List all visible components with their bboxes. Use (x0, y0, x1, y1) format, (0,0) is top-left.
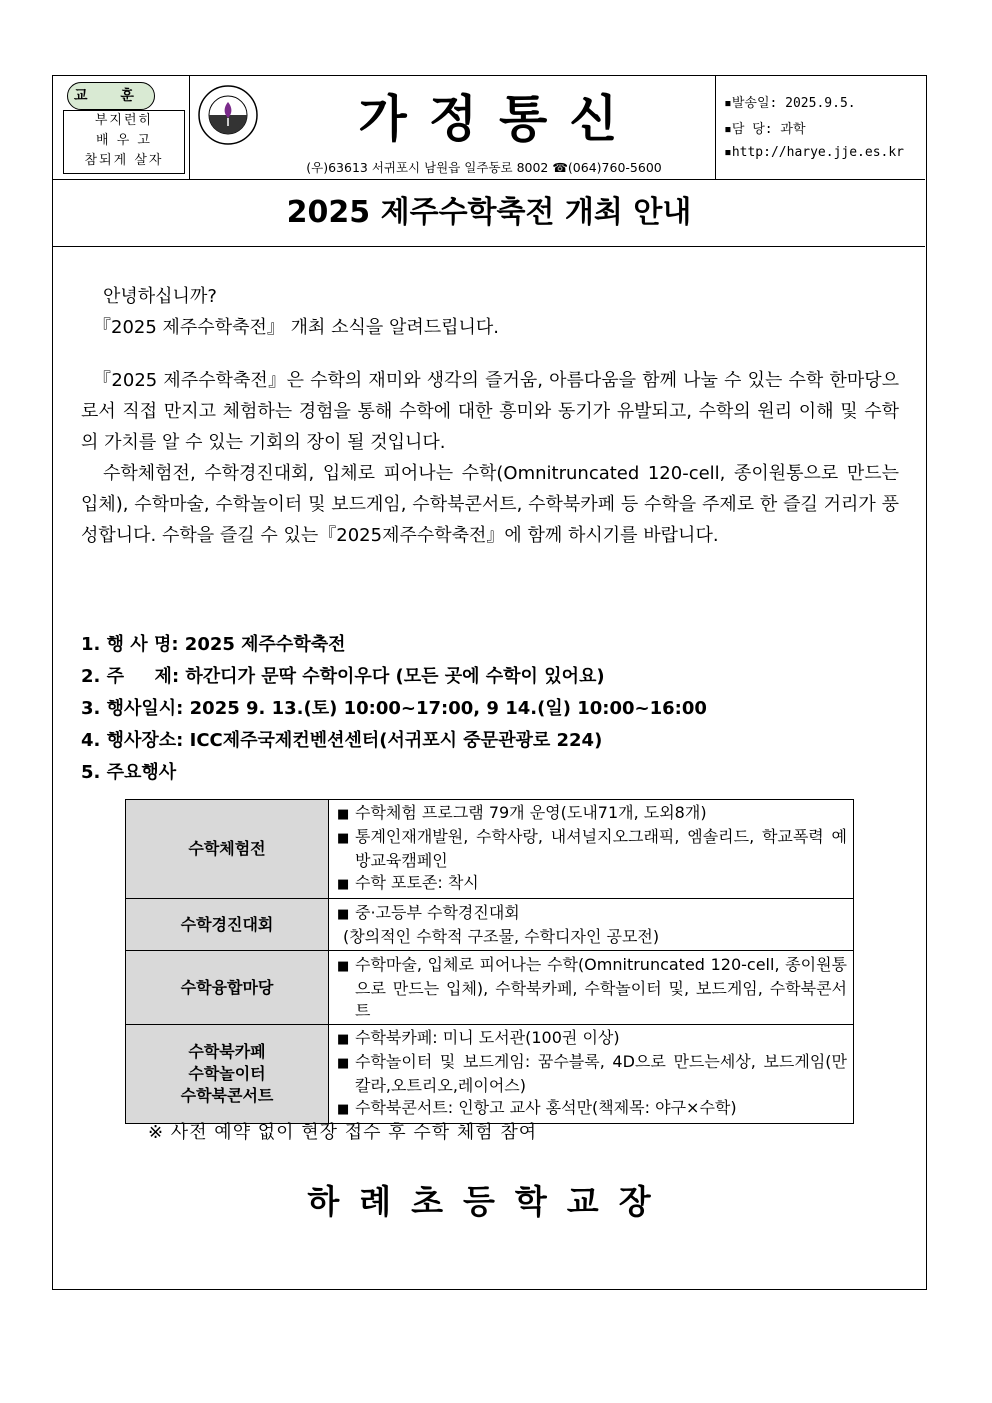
event-description (329, 951, 854, 1025)
event-bullet: ■ 수학놀이터 및 보드게임: 꿈수블록, 4D으로 만드는세상, 보드게임(만칼라,오트리오,레이어스) (337, 1051, 847, 1097)
title-area (189, 76, 755, 179)
send-date: ▪발송일: 2025.9.5. (724, 96, 856, 111)
paragraph-programs: 수학체험전, 수학경진대회, 입체로 피어나는 수학(Omnitruncated 120-cell, 종이원통으로 만드는 입체), 수학마술, 수학놀이터 및 보드게임, 수학북콘서트, 수학북카페 등 수학을 주제로 한 즐길 거리가 풍성합니다. 수학을 즐길 수 있는『2025제주수학축전』에 함께 하시기를 바랍니다. (81, 463, 899, 546)
motto-text (63, 110, 185, 174)
motto-line: 부지런히 (94, 113, 154, 128)
event-note: (창의적인 수학적 구조물, 수학디자인 공모전) (343, 926, 660, 946)
detail-name: 1. 행 사 명: 2025 제주수학축전 (81, 634, 346, 655)
event-bullet: ■ 수학 포토존: 착시 (337, 872, 847, 896)
motto-line: 배 우 고 (96, 133, 152, 148)
table-row (126, 800, 854, 899)
event-bullet: ■ 중·고등부 수학경진대회 (337, 902, 847, 926)
event-category (126, 1025, 329, 1124)
event-description (329, 1025, 854, 1124)
event-category: 수학경진대회 (126, 899, 329, 951)
detail-datetime: 3. 행사일시: 2025 9. 13.(토) 10:00~17:00, 9 14.(일) 10:00~16:00 (81, 698, 707, 719)
school-logo-icon (197, 84, 259, 146)
event-bullet: ■ 수학북콘서트: 인항고 교사 홍석만(책제목: 야구×수학) (337, 1097, 847, 1121)
detail-theme: 2. 주 제: 하간디가 문딱 수학이우다 (모든 곳에 수학이 있어요) (81, 666, 605, 687)
letter-info (715, 76, 926, 179)
subject-title: 2025 제주수학축전 개최 안내 (53, 180, 925, 247)
motto-line: 참되게 살자 (84, 153, 164, 168)
manager: ▪담 당: 과학 (724, 122, 806, 137)
detail-venue: 4. 행사장소: ICC제주국제컨벤션센터(서귀포시 중문관광로 224) (81, 730, 603, 751)
event-bullet: ■ 수학체험 프로그램 79개 운영(도내71개, 도외8개) (337, 802, 847, 826)
event-bullet: ■ 수학마술, 입체로 피어나는 수학(Omnitruncated 120-cell, 종이원통으로 만드는 입체), 수학북카페, 수학놀이터 및, 보드게임, 수학북콘서트 (337, 954, 847, 1022)
category-line: 수학북카페 (188, 1042, 266, 1061)
school-url[interactable]: ▪http://harye.jje.es.kr (724, 145, 905, 160)
page-title: 가정통신 (358, 89, 640, 148)
category-line: 수학북콘서트 (180, 1086, 274, 1105)
school-address: (우)63613 서귀포시 남원읍 일주동로 8002 ☎(064)760-5600 (306, 160, 662, 175)
school-motto (53, 76, 190, 179)
table-row (126, 1025, 854, 1124)
event-category: 수학체험전 (126, 800, 329, 899)
letter-body (81, 281, 899, 551)
table-row (126, 899, 854, 951)
event-description (329, 899, 854, 951)
table-row (126, 951, 854, 1025)
event-details (81, 629, 899, 789)
document-frame (52, 75, 927, 1290)
event-bullet: ■ 수학북카페: 미니 도서관(100권 이상) (337, 1027, 847, 1051)
motto-title: 교 훈 (67, 82, 155, 110)
category-line: 수학놀이터 (188, 1064, 266, 1083)
event-description (329, 800, 854, 899)
principal-signature: 하례초등학교장 (307, 1182, 671, 1221)
intro-line: 『2025 제주수학축전』 개최 소식을 알려드립니다. (93, 317, 500, 338)
event-bullet: ■ 통계인재개발원, 수학사랑, 내셔널지오그래픽, 엠솔리드, 학교폭력 예방교육캠페인 (337, 826, 847, 872)
detail-main-events: 5. 주요행사 (81, 762, 177, 783)
letter-header (53, 76, 925, 180)
event-category: 수학융합마당 (126, 951, 329, 1025)
greeting: 안녕하십니까? (103, 286, 217, 307)
events-table (125, 799, 854, 1124)
paragraph-purpose: 『2025 제주수학축전』은 수학의 재미와 생각의 즐거움, 아름다움을 함께 나눌 수 있는 수학 한마당으로서 직접 만지고 체험하는 경험을 통해 수학에 대한 흥미와 동기가 유발되고, 수학의 원리 이해 및 수학의 가치를 알 수 있는 기회의 장이 될 것입니다. (81, 370, 899, 453)
reservation-note: ※ 사전 예약 없이 현장 접수 후 수학 체험 참여 (148, 1122, 538, 1143)
